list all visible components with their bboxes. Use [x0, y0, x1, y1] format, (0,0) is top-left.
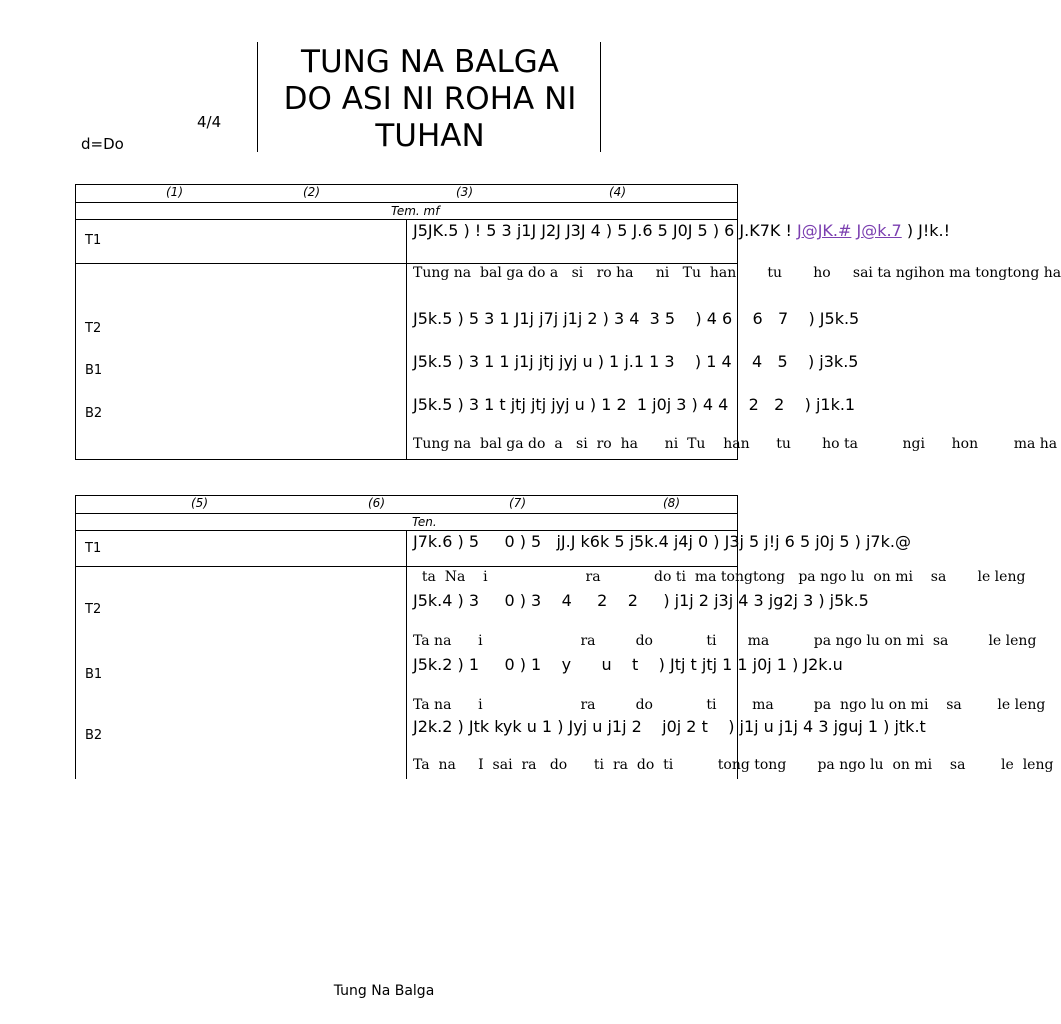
t2-notation: J5k.4 ) 3 0 ) 3 4 2 2 ) j1j 2 j3j 4 3 jg2j 3 ) j5k.5 — [413, 591, 869, 610]
tempo-marking: Ten. — [412, 515, 437, 529]
voice-label-t1: T1 — [85, 541, 102, 556]
measure-number-row — [76, 496, 737, 513]
measure-number: (2) — [303, 185, 320, 199]
voice-label-b2: B2 — [85, 728, 103, 743]
t1-notation — [413, 221, 950, 240]
page-footer: Tung Na Balga — [333, 983, 435, 999]
b1-notation: J5k.2 ) 1 0 ) 1 y u t ) Jtj t jtj 1 1 j0j 1 ) J2k.u — [413, 655, 843, 674]
b1-notation: J5k.5 ) 3 1 1 j1j jtj jyj u ) 1 j.1 1 3 ) 1 4 4 5 ) j3k.5 — [413, 352, 859, 371]
title-line-3: TUHAN — [375, 118, 485, 154]
lyric-line: ta Na i ra do ti ma tongtong pa ngo lu on mi sa le leng — [413, 569, 1026, 585]
voice-label-t2: T2 — [85, 602, 102, 617]
notation-link[interactable]: J@k.7 — [856, 221, 902, 240]
measure-number: (7) — [509, 496, 526, 510]
lyric-line: Ta na i ra do ti ma pa ngo lu on mi sa le leng — [413, 633, 1037, 649]
voice-label-b1: B1 — [85, 363, 103, 378]
song-title — [258, 44, 602, 155]
title-line-2: DO ASI NI ROHA NI — [283, 81, 577, 117]
key-signature: d=Do — [81, 135, 124, 153]
measure-number: (1) — [166, 185, 183, 199]
title-line-1: TUNG NA BALGA — [301, 44, 559, 80]
lyric-line: Ta na i ra do ti ma pa ngo lu on mi sa le leng — [413, 697, 1046, 713]
tempo-row — [76, 203, 737, 219]
voice-label-b2: B2 — [85, 406, 103, 421]
t2-notation: J5k.5 ) 5 3 1 J1j j7j j1j 2 ) 3 4 3 5 ) 4 6 6 7 ) J5k.5 — [413, 309, 860, 328]
voice-label-t2: T2 — [85, 321, 102, 336]
b2-notation: J2k.2 ) Jtk kyk u 1 ) Jyj u j1j 2 j0j 2 t ) j1j u j1j 4 3 jguj 1 ) jtk.t — [413, 717, 926, 736]
score-system-2 — [75, 495, 1054, 779]
measure-number: (8) — [663, 496, 680, 510]
measure-number: (3) — [456, 185, 473, 199]
tempo-marking: Tem. mf — [391, 204, 440, 218]
voice-label-b1: B1 — [85, 667, 103, 682]
voice-label-t1: T1 — [85, 233, 102, 248]
time-signature: 4/4 — [197, 113, 222, 131]
t1-notation: J7k.6 ) 5 0 ) 5 jJ.J k6k 5 j5k.4 j4j 0 ) J3j 5 j!j 6 5 j0j 5 ) j7k.@ — [413, 532, 911, 551]
measure-number: (4) — [609, 185, 626, 199]
tempo-row — [76, 514, 737, 530]
measure-number: (5) — [191, 496, 208, 510]
b2-notation: J5k.5 ) 3 1 t jtj jtj jyj u ) 1 2 1 j0j 3 ) 4 4 2 2 ) j1k.1 — [413, 395, 856, 414]
lyric-line: Ta na I sai ra do ti ra do ti tong tong pa ngo lu on mi sa le leng — [413, 757, 1054, 773]
t1-notes-end: ) J!k.! — [901, 221, 951, 240]
measure-number: (6) — [368, 496, 385, 510]
measure-number-row — [76, 185, 737, 202]
title-box — [257, 42, 601, 152]
notation-link[interactable]: J@JK.# — [796, 221, 852, 240]
t1-notes: J5JK.5 ) ! 5 3 j1J J2J J3J 4 ) 5 J.6 5 J0J 5 ) 6 J.K7K ! — [413, 221, 797, 240]
score-system-1 — [75, 184, 1061, 460]
lyric-line: Tung na bal ga do a si ro ha ni Tu han tu ho sai ta ngihon ma tongtong ha — [413, 265, 1061, 281]
lyric-line: Tung na bal ga do a si ro ha ni Tu han tu ho ta ngi hon ma ha — [413, 436, 1058, 452]
